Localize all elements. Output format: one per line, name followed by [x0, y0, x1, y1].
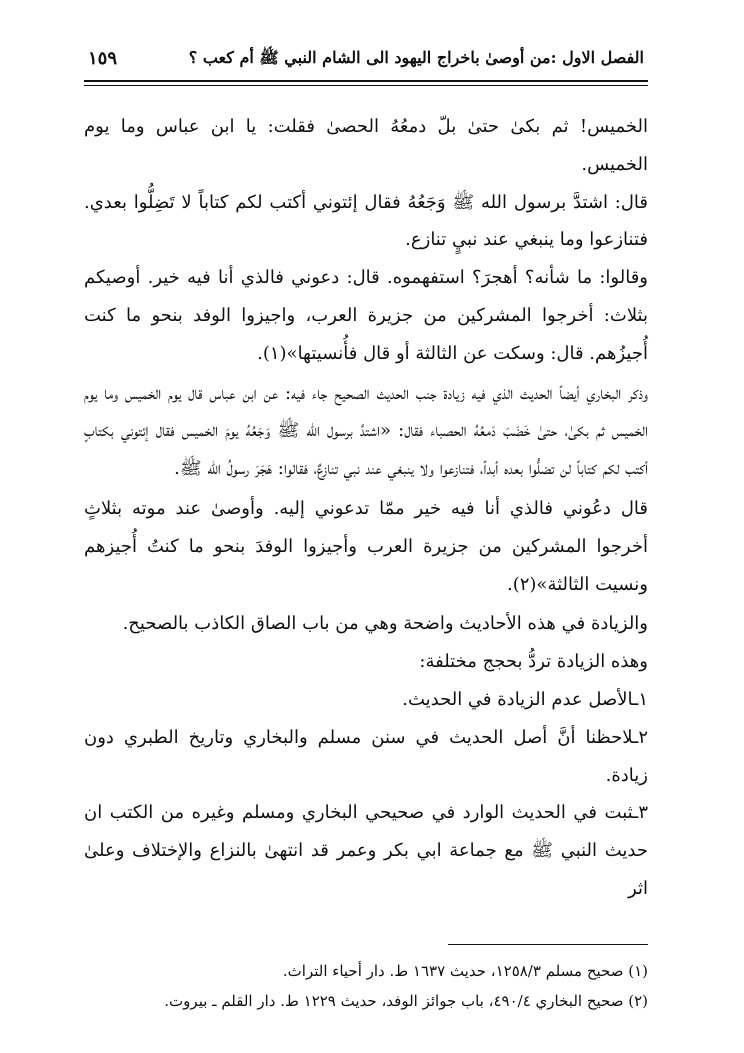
footnote: (٢) صحيح البخاري ٤٩٠/٤، باب جوائز الوفد، حديث ١٢٢٩ ط. دار القلم ـ بيروت.: [164, 992, 648, 1010]
body-text: [84, 108, 648, 908]
paragraph: والزيادة في هذه الأحاديث واضحة وهي من باب الصاق الكاذب بالصحيح.: [122, 613, 648, 635]
list-item: ١ـالأصل عدم الزيادة في الحديث.: [402, 688, 648, 710]
list-item: ٢ـلاحظنا أنَّ أصل الحديث في سنن مسلم والبخاري وتاريخ الطبري دون زيادة.: [84, 726, 648, 786]
paragraph: قال دعُوني فالذي أنا فيه خير ممّا تدعوني إليه. وأوصىٰ عند موته بثلاثٍ أخرجوا المشركين من جزيرة العرب وأجيزوا الوفدَ بنحو ما كنتُ أُجيزهم ونسيت الثالثة»(٢).: [84, 497, 648, 595]
paragraph: وقالوا: ما شأنه؟ أهجرَ؟ استفهموه. قال: دعوني فالذي أنا فيه خير. أوصيكم بثلاث: أخرجوا المشركين من جزيرة العرب، واجيزوا الوفد بنحو ما كنت أُجيزُهم. قال: وسكت عن الثالثة أو قال فأُنسيتها»(١).: [84, 267, 648, 364]
header-rule: [84, 80, 648, 86]
paragraph: قال: اشتدَّ برسول الله ﷺ وَجَعُهُ فقال إئتوني أكتب لكم كتاباً لا تَضِلُّوا بعدي. فتنازعوا وما ينبغي عند نبيٍ تنازع.: [84, 191, 648, 251]
paragraph: وذكر البخاري أيضاً الحديث الذي فيه زيادة جنب الحديث الصحيح جاء فيه: عن ابن عباس قال يوم الخميس وما يوم الخميس ثم بكىٰ، حتىٰ خَضَبَ دَمعُهُ الحصباء فقال: «اشتدَّ برسول الله ﷺ وَجَعُهُ يومَ الخميس فقال إئتوني بكتابٍ أكتب لكم كتاباً لن تضلُّوا بعده أبداً، فتنازعوا ولا ينبغي عند نبي تنازعٌ، فقالوا: هَجَرَ رسولُ الله ﷺ.: [84, 382, 648, 480]
footnote: (١) صحيح مسلم ١٢٥٨/٣، حديث ١٦٣٧ ط. دار أحياء التراث.: [282, 962, 648, 980]
footnotes: [84, 956, 648, 1016]
running-title: الفصل الاول :من أوصىٰ باخراج اليهود الى الشام النبي ﷺ أم كعب ؟: [188, 48, 644, 67]
footnote-rule: [448, 944, 648, 945]
paragraph: الخميس! ثم بكىٰ حتىٰ بلّ دمعُهُ الحصىٰ فقلت: يا ابن عباس وما يوم الخميس.: [84, 116, 648, 175]
list-item: ٣ـثبت في الحديث الوارد في صحيحي البخاري ومسلم وغيره من الكتب ان حديث النبي ﷺ مع جماعة ابي بكر وعمر قد انتهىٰ بالنزاع والإختلاف وعلىٰ اثر: [84, 802, 648, 899]
page-number: ١٥٩: [88, 48, 118, 69]
paragraph: وهذه الزيادة تردُّ بحجج مختلفة:: [419, 651, 648, 673]
